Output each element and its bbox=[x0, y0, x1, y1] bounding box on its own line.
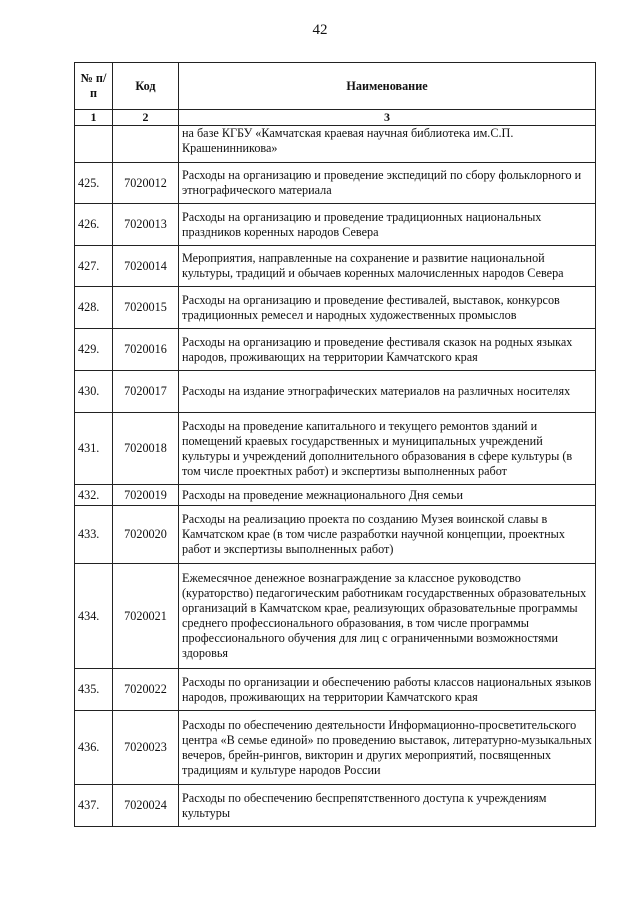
table-row bbox=[75, 564, 596, 669]
table-row-continuation bbox=[75, 126, 596, 163]
header-index-2: 2 bbox=[113, 110, 179, 126]
row-num: 433. bbox=[75, 506, 113, 564]
table-row bbox=[75, 246, 596, 287]
table-row bbox=[75, 485, 596, 506]
row-name: на базе КГБУ «Камчатская краевая научная библиотека им.С.П. Крашенинникова» bbox=[179, 126, 596, 163]
expense-codes-table bbox=[74, 62, 596, 827]
row-num: 429. bbox=[75, 329, 113, 371]
row-code: 7020021 bbox=[113, 564, 179, 669]
table-row bbox=[75, 669, 596, 711]
row-num: 437. bbox=[75, 785, 113, 827]
row-name: Расходы по организации и обеспечению работы классов национальных языков народов, проживающих на территории Камчатского края bbox=[179, 669, 596, 711]
table-row bbox=[75, 329, 596, 371]
row-num: 428. bbox=[75, 287, 113, 329]
row-num: 432. bbox=[75, 485, 113, 506]
row-code: 7020023 bbox=[113, 711, 179, 785]
row-name: Ежемесячное денежное вознаграждение за классное руководство (кураторство) педагогическим работникам государственных образовательных организаций в Камчатском крае, реализующих образовательные программы среднего профессионального образования, в том числе программы профессионального обучения для лиц с ограниченными возможностями здоровья bbox=[179, 564, 596, 669]
row-name: Расходы на организацию и проведение фестивалей, выставок, конкурсов традиционных ремесел и народных художественных промыслов bbox=[179, 287, 596, 329]
table-row bbox=[75, 371, 596, 413]
row-num: 425. bbox=[75, 163, 113, 204]
header-index-1: 1 bbox=[75, 110, 113, 126]
row-code: 7020020 bbox=[113, 506, 179, 564]
row-code: 7020019 bbox=[113, 485, 179, 506]
row-num: 431. bbox=[75, 413, 113, 485]
row-name: Расходы на организацию и проведение экспедиций по сбору фольклорного и этнографического материала bbox=[179, 163, 596, 204]
row-num: 434. bbox=[75, 564, 113, 669]
row-code: 7020012 bbox=[113, 163, 179, 204]
table-row bbox=[75, 785, 596, 827]
row-name: Расходы на организацию и проведение фестиваля сказок на родных языках народов, проживающих на территории Камчатского края bbox=[179, 329, 596, 371]
row-name: Расходы на реализацию проекта по созданию Музея воинской славы в Камчатском крае (в том числе разработки научной концепции, проектных работ и экспертизы выполненных работ) bbox=[179, 506, 596, 564]
row-name: Расходы на проведение межнационального Дня семьи bbox=[179, 485, 596, 506]
row-code: 7020014 bbox=[113, 246, 179, 287]
row-name: Расходы на издание этнографических материалов на различных носителях bbox=[179, 371, 596, 413]
row-name: Расходы на организацию и проведение традиционных национальных праздников коренных народов Севера bbox=[179, 204, 596, 246]
row-name: Мероприятия, направленные на сохранение и развитие национальной культуры, традиций и обычаев коренных малочисленных народов Севера bbox=[179, 246, 596, 287]
row-code: 7020015 bbox=[113, 287, 179, 329]
table-row bbox=[75, 711, 596, 785]
row-code: 7020013 bbox=[113, 204, 179, 246]
row-code: 7020017 bbox=[113, 371, 179, 413]
row-num: 436. bbox=[75, 711, 113, 785]
page-number: 42 bbox=[312, 22, 328, 38]
row-code: 7020018 bbox=[113, 413, 179, 485]
row-num: 426. bbox=[75, 204, 113, 246]
row-code: 7020022 bbox=[113, 669, 179, 711]
table-row bbox=[75, 413, 596, 485]
header-index-3: 3 bbox=[179, 110, 596, 126]
row-num bbox=[75, 126, 113, 163]
row-num: 435. bbox=[75, 669, 113, 711]
row-name: Расходы по обеспечению беспрепятственного доступа к учреждениям культуры bbox=[179, 785, 596, 827]
row-name: Расходы на проведение капитального и текущего ремонтов зданий и помещений краевых государственных и муниципальных учреждений культуры и учреждений дополнительного образования в сфере культуры (в том числе проектных работ) и экспертизы выполненных работ bbox=[179, 413, 596, 485]
table-row bbox=[75, 204, 596, 246]
row-code bbox=[113, 126, 179, 163]
header-code: Код bbox=[113, 63, 179, 110]
table-row bbox=[75, 163, 596, 204]
row-code: 7020024 bbox=[113, 785, 179, 827]
header-name: Наименование bbox=[179, 63, 596, 110]
row-num: 427. bbox=[75, 246, 113, 287]
table-row bbox=[75, 506, 596, 564]
row-name: Расходы по обеспечению деятельности Информационно-просветительского центра «В семье единой» по проведению выставок, литературно-музыкальных вечеров, брейн-рингов, викторин и других мероприятий, посвященных традициям и культуре народов России bbox=[179, 711, 596, 785]
row-code: 7020016 bbox=[113, 329, 179, 371]
table-row bbox=[75, 287, 596, 329]
header-num: № п/п bbox=[75, 63, 113, 110]
row-num: 430. bbox=[75, 371, 113, 413]
